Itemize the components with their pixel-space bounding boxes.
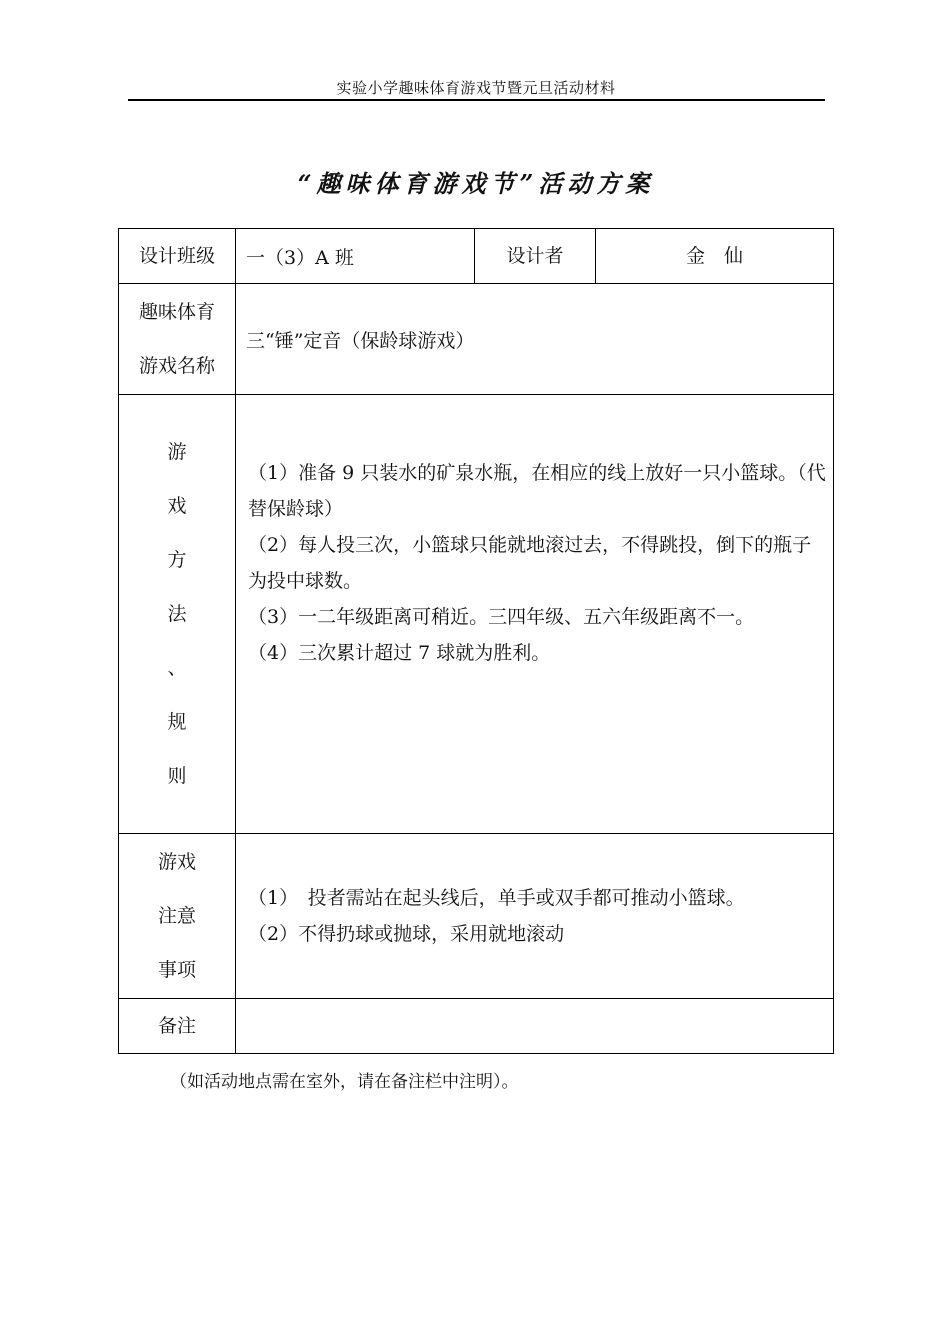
game-name-value: 三“锤”定音（保龄球游戏） bbox=[236, 284, 834, 395]
design-class-value: 一（3）A 班 bbox=[236, 229, 475, 284]
rules-label-char: 方 bbox=[167, 549, 187, 571]
notes-item: （1） 投者需站在起头线后，单手或双手都可推动小篮球。 bbox=[248, 887, 745, 909]
rules-label-char: 规 bbox=[167, 711, 187, 733]
rules-content bbox=[236, 395, 834, 834]
document-title: “趣味体育游戏节”活动方案 bbox=[297, 169, 655, 198]
notes-label-line: 游戏 bbox=[157, 851, 196, 873]
game-name-label-line1: 趣味体育 bbox=[138, 301, 215, 323]
game-name-label bbox=[119, 284, 236, 395]
notes-label bbox=[119, 834, 236, 999]
activity-plan-table bbox=[118, 228, 834, 1054]
notes-label-line: 注意 bbox=[157, 905, 196, 927]
remarks-value[interactable] bbox=[236, 999, 834, 1054]
footnote: （如活动地点需在室外，请在备注栏中注明）。 bbox=[170, 1072, 519, 1092]
rules-label-char: 法 bbox=[167, 603, 187, 625]
page-header: 实验小学趣味体育游戏节暨元旦活动材料 bbox=[336, 79, 616, 97]
designer-label: 设计者 bbox=[475, 229, 596, 284]
rules-label bbox=[119, 395, 236, 834]
rules-label-char: 、 bbox=[167, 657, 187, 679]
table-row-design-class bbox=[119, 229, 834, 284]
design-class-label: 设计班级 bbox=[119, 229, 236, 284]
rules-item: （1）准备 9 只装水的矿泉水瓶，在相应的线上放好一只小篮球。（代替保龄球） bbox=[248, 462, 826, 520]
rules-item: （4）三次累计超过 7 球就为胜利。 bbox=[248, 642, 551, 664]
table-row-game-name bbox=[119, 284, 834, 395]
notes-label-line: 事项 bbox=[157, 959, 196, 981]
rules-label-char: 游 bbox=[167, 441, 187, 463]
rules-label-char: 戏 bbox=[167, 495, 187, 517]
rules-item: （3）一二年级距离可稍近。三四年级、五六年级距离不一。 bbox=[248, 606, 755, 628]
table-row-notes bbox=[119, 834, 834, 999]
notes-content bbox=[236, 834, 834, 999]
rules-item: （2）每人投三次，小篮球只能就地滚过去，不得跳投，倒下的瓶子为投中球数。 bbox=[248, 534, 812, 592]
notes-item: （2）不得扔球或抛球，采用就地滚动 bbox=[248, 923, 565, 945]
rules-label-char: 则 bbox=[167, 765, 187, 787]
designer-value: 金 仙 bbox=[596, 229, 834, 284]
header-rule bbox=[128, 99, 825, 101]
remarks-label: 备注 bbox=[119, 999, 236, 1054]
game-name-label-line2: 游戏名称 bbox=[138, 355, 215, 377]
table-row-remarks bbox=[119, 999, 834, 1054]
table-row-rules bbox=[119, 395, 834, 834]
